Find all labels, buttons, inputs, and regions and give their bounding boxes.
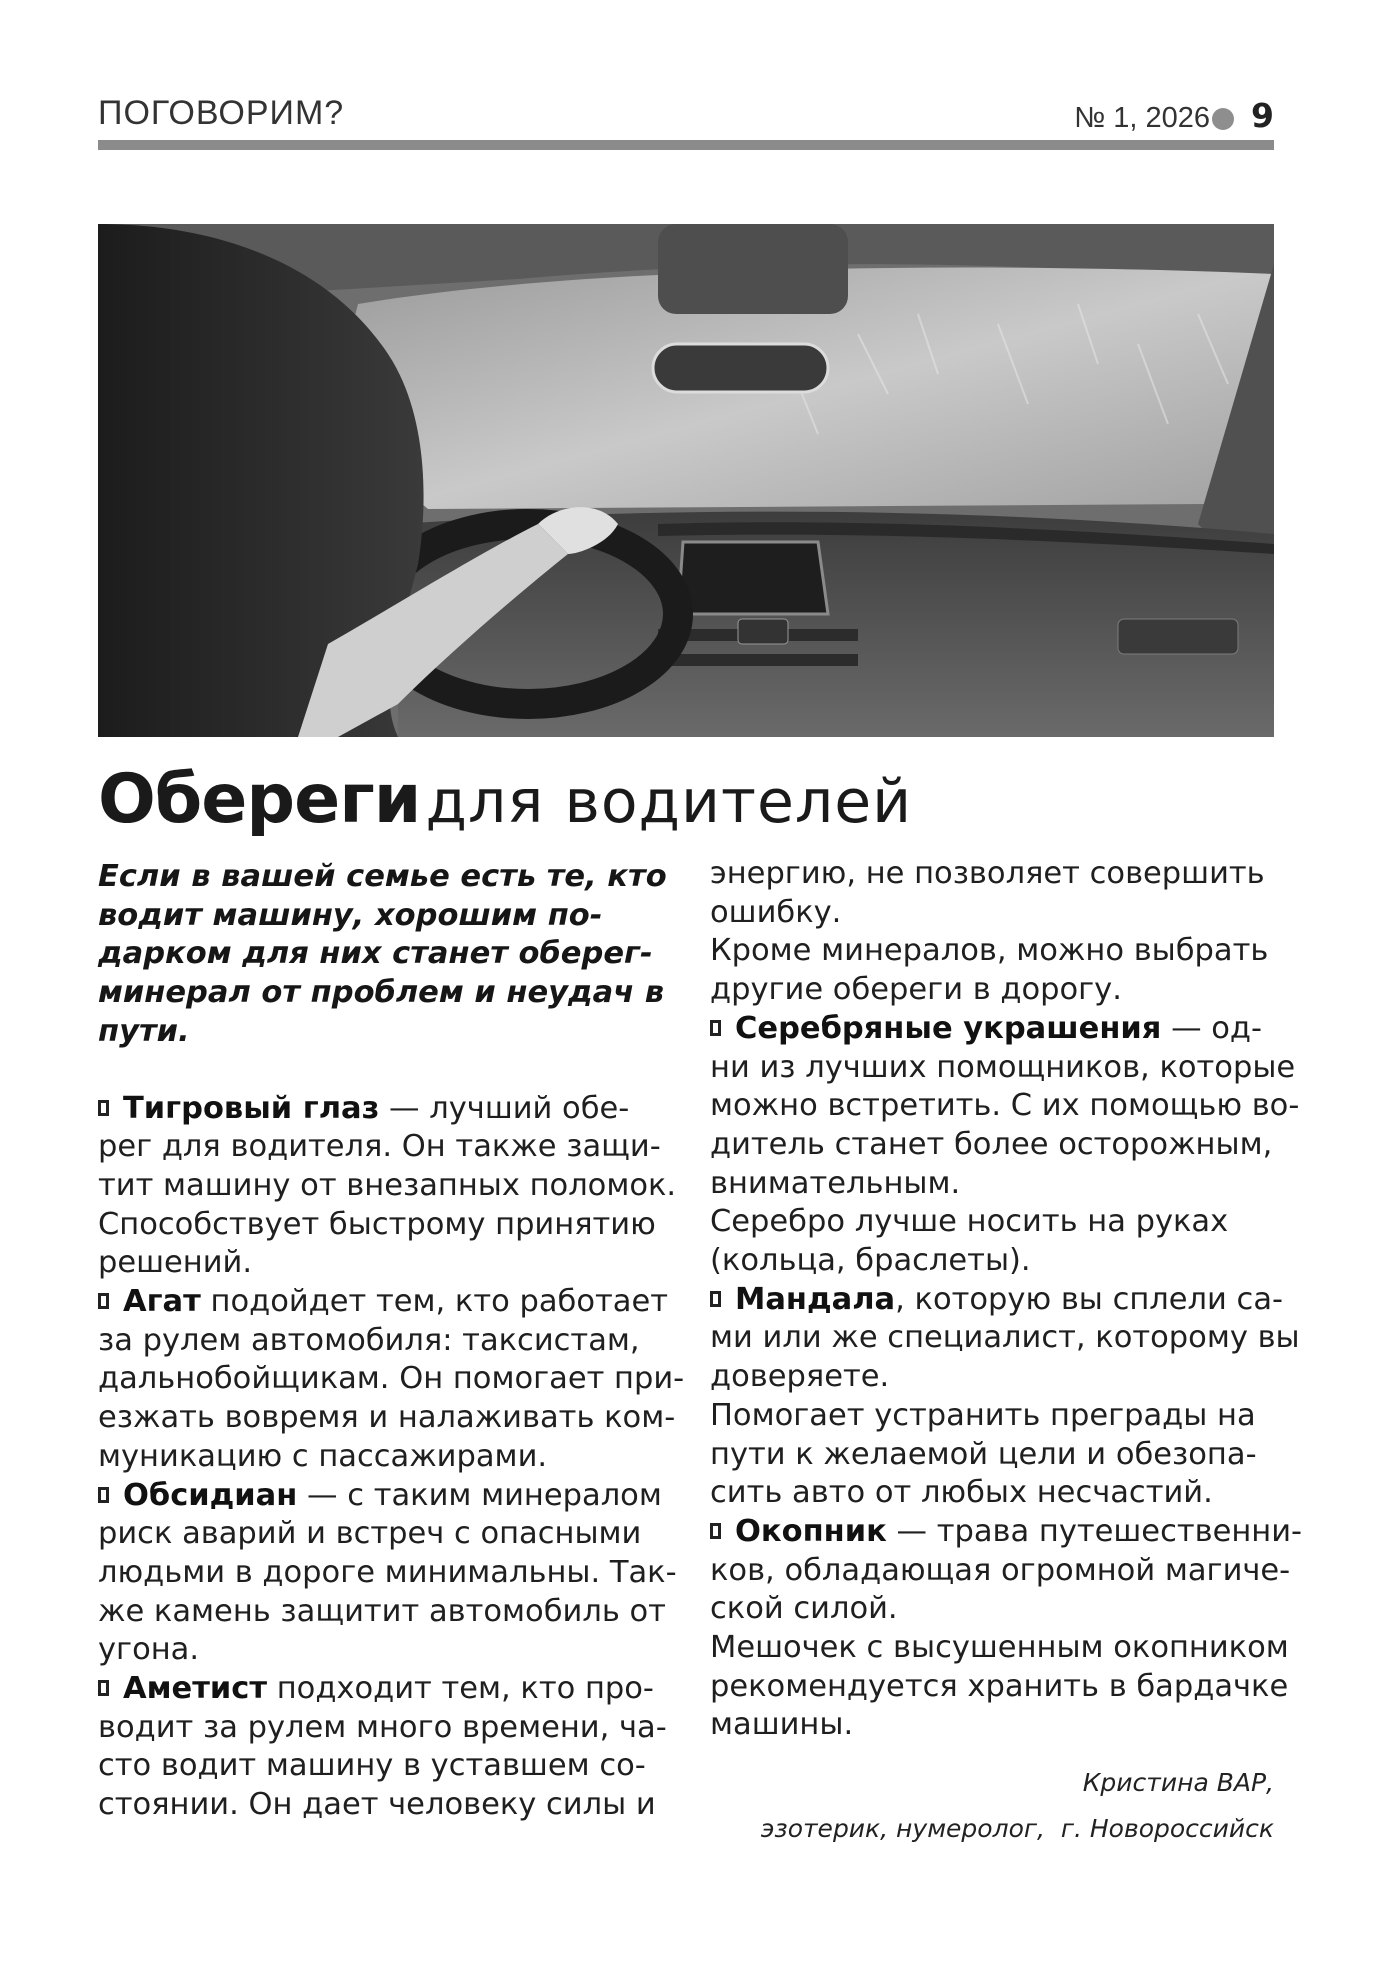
item-text: людьми в дороге минимальны. Так- [98,1554,677,1590]
bullet-dot-icon [1212,108,1234,130]
item-text: риск аварий и встреч с опасными [98,1516,642,1552]
item-text: машины. [710,1707,854,1743]
item-term: Серебряные украшения [735,1010,1162,1046]
item-text: же камень защитит автомобиль от [98,1593,666,1629]
item-text: можно встретить. С их помощью во- [710,1088,1300,1124]
item-text: Помогает устранить преграды на [710,1397,1256,1433]
item-silver-jewelry [710,1010,1300,1281]
item-text: ской силой. [710,1591,898,1627]
square-bullet-icon [710,1523,721,1539]
item-text: водит за рулем много времени, ча- [98,1709,667,1745]
item-text: подойдет тем, кто работает [200,1284,668,1320]
item-text: Мешочек с высушенным окопником [710,1630,1289,1666]
item-text: стоянии. Он дает человеку силы и [98,1787,656,1823]
item-text: сить авто от любых несчастий. [710,1475,1213,1511]
item-text: ков, обладающая огромной магиче- [710,1552,1291,1588]
item-agate [98,1283,685,1477]
item-text: решений. [98,1245,253,1281]
author-byline [710,1760,1274,1852]
lead-paragraph [98,858,667,1052]
page-header [98,88,1274,138]
square-bullet-icon [98,1487,109,1503]
item-text: ни из лучших помощников, которые [710,1049,1296,1085]
item-text: доверяете. [710,1359,890,1395]
article-photo [98,224,1274,737]
left-column [98,858,685,1825]
item-text: рег для водителя. Он также защи- [98,1129,661,1165]
lead-line: пути. [98,1013,190,1049]
item-tiger-eye [98,1090,677,1284]
item-term: Тигровый глаз [123,1090,380,1126]
item-text: за рулем автомобиля: таксистам, [98,1322,640,1358]
text-line: другие обереги в дорогу. [710,972,1122,1008]
item-text: (кольца, браслеты). [710,1243,1031,1279]
item-text: — лучший обе- [379,1090,630,1126]
item-text: муникацию с пассажирами. [98,1438,548,1474]
headline-bold: Обереги [98,760,421,839]
item-text: рекомендуется хранить в бардачке [710,1668,1289,1704]
item-text: — трава путешественни- [886,1513,1303,1549]
item-text: пути к желаемой цели и обезопа- [710,1436,1257,1472]
item-comfrey [710,1513,1303,1745]
author-name: Кристина ВАР, [1082,1768,1274,1797]
item-obsidian [98,1477,677,1671]
item-text: дитель станет более осторожным, [710,1126,1273,1162]
item-text: сто водит машину в уставшем со- [98,1748,646,1784]
item-text: езжать вовремя и налаживать ком- [98,1400,676,1436]
square-bullet-icon [710,1020,721,1036]
intro-paragraph [710,855,1276,1010]
item-text: — с таким минералом [297,1477,662,1513]
item-term: Мандала [735,1281,896,1317]
item-text: тит машину от внезапных поломок. [98,1167,677,1203]
photo-woman-driving-car-rain-icon [98,224,1274,737]
item-text: угона. [98,1632,200,1668]
item-term: Обсидиан [123,1477,298,1513]
item-text: дальнобойщикам. Он помогает при- [98,1361,685,1397]
item-text: Способствует быстрому принятию [98,1206,656,1242]
item-text: Серебро лучше носить на руках [710,1204,1229,1240]
item-term: Окопник [735,1513,887,1549]
item-mandala [710,1281,1300,1513]
lead-line: водит машину, хорошим по- [98,897,603,933]
lead-line: дарком для них станет оберег- [98,936,653,972]
right-column [710,855,1303,1745]
item-text: подходит тем, кто про- [267,1671,654,1707]
item-text: , которую вы сплели са- [895,1281,1284,1317]
square-bullet-icon [710,1291,721,1307]
author-credentials: эзотерик, нумеролог, г. Новороссийск [760,1814,1274,1843]
item-term: Агат [123,1284,201,1320]
header-rule [98,140,1274,150]
text-line: энергию, не позволяет совершить [710,856,1265,891]
spacer [98,1052,664,1090]
article-headline [98,760,912,839]
item-text: внимательным. [710,1165,961,1201]
headline-light: для водителей [425,767,913,837]
square-bullet-icon [98,1100,109,1116]
item-term: Аметист [123,1671,268,1707]
lead-line: Если в вашей семье есть те, кто [98,859,667,894]
item-text: — од- [1161,1010,1263,1046]
item-amethyst [98,1670,667,1825]
issue-number: № 1, 2026 [1074,102,1210,134]
square-bullet-icon [98,1680,109,1696]
page-number: 9 [1251,96,1274,135]
square-bullet-icon [98,1293,109,1309]
item-text: ми или же специалист, которому вы [710,1320,1300,1356]
text-line: Кроме минералов, можно выбрать [710,933,1269,969]
text-line: ошибку. [710,894,842,930]
section-title: ПОГОВОРИМ? [98,94,345,132]
lead-line: минерал от проблем и неудач в [98,975,665,1011]
